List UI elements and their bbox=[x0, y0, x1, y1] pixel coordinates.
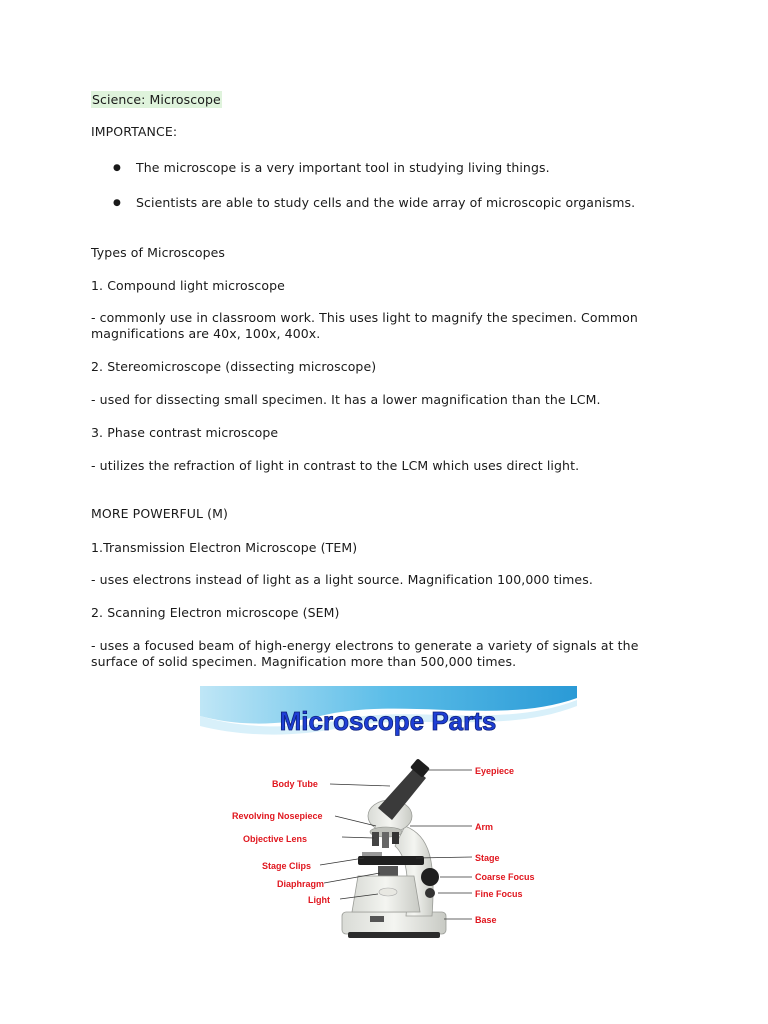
bullet-icon: ● bbox=[113, 198, 121, 208]
microscope-diagram-svg bbox=[200, 686, 577, 976]
powerful-desc: - uses a focused beam of high-energy electrons to generate a variety of signals at the surface of solid specimen. Magnification more than 500,000 times. bbox=[91, 638, 639, 669]
label-coarse-focus: Coarse Focus bbox=[475, 872, 535, 882]
label-objective-lens: Objective Lens bbox=[243, 834, 308, 844]
powerful-desc: - uses electrons instead of light as a light source. Magnification 100,000 times. bbox=[91, 572, 593, 587]
label-revolving-nosepiece: Revolving Nosepiece bbox=[232, 811, 323, 821]
label-body-tube: Body Tube bbox=[272, 779, 318, 789]
powerful-heading: MORE POWERFUL (M) bbox=[91, 506, 229, 521]
bullet-item: Scientists are able to study cells and the wide array of microscopic organisms. bbox=[136, 195, 636, 210]
powerful-name: 2. Scanning Electron microscope (SEM) bbox=[91, 605, 340, 620]
microscope-parts-diagram bbox=[200, 686, 577, 976]
label-eyepiece: Eyepiece bbox=[475, 766, 515, 776]
page-title bbox=[91, 92, 222, 108]
label-stage-clips: Stage Clips bbox=[262, 861, 312, 871]
diagram-title: Microscope Parts bbox=[279, 706, 497, 736]
type-desc: - used for dissecting small specimen. It has a lower magnification than the LCM. bbox=[91, 392, 601, 407]
type-desc: - utilizes the refraction of light in contrast to the LCM which uses direct light. bbox=[91, 458, 580, 473]
label-light: Light bbox=[308, 895, 330, 905]
type-name: 2. Stereomicroscope (dissecting microscope) bbox=[91, 359, 377, 374]
bullet-icon: ● bbox=[113, 163, 121, 173]
type-name: 3. Phase contrast microscope bbox=[91, 425, 279, 440]
label-base: Base bbox=[475, 915, 497, 925]
label-arm: Arm bbox=[475, 822, 494, 832]
types-heading: Types of Microscopes bbox=[91, 245, 226, 260]
type-name: 1. Compound light microscope bbox=[91, 278, 285, 293]
label-diaphragm: Diaphragm bbox=[277, 879, 325, 889]
label-fine-focus: Fine Focus bbox=[475, 889, 523, 899]
label-stage: Stage bbox=[475, 853, 500, 863]
bullet-item: The microscope is a very important tool in studying living things. bbox=[136, 160, 550, 175]
title-text: Science: Microscope bbox=[92, 92, 221, 107]
powerful-name: 1.Transmission Electron Microscope (TEM) bbox=[91, 540, 358, 555]
importance-heading: IMPORTANCE: bbox=[91, 124, 178, 139]
type-desc: - commonly use in classroom work. This uses light to magnify the specimen. Common magnifications are 40x, 100x, 400x. bbox=[91, 310, 638, 341]
